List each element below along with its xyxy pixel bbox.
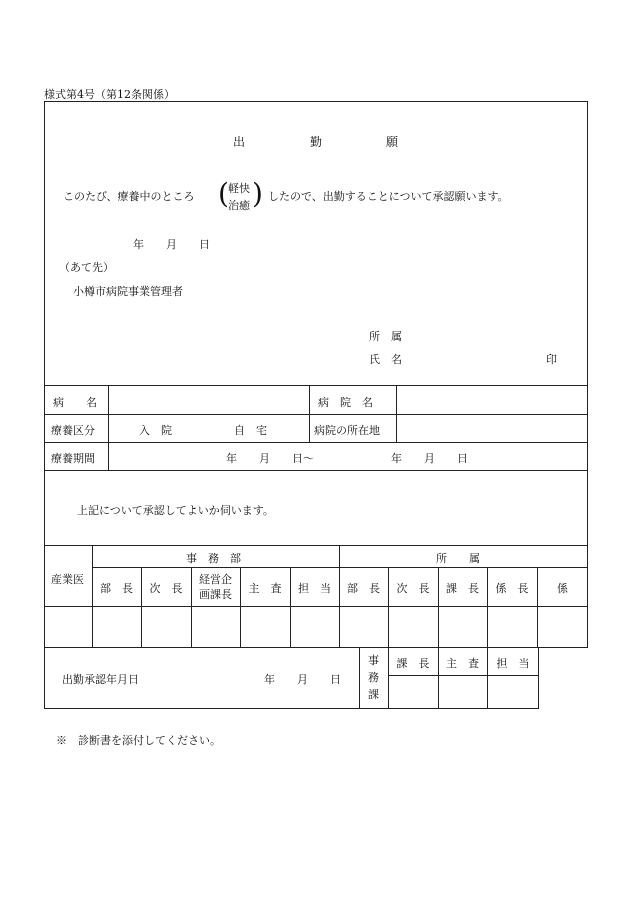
choice-recovered: 軽快 <box>228 182 250 195</box>
request-prefix: このたび、療養中のところ <box>63 190 195 203</box>
office-col-chief-examiner: 主 査 <box>248 582 282 595</box>
aff-col-deputy: 次 長 <box>396 582 430 595</box>
addressee-label: （あて先） <box>59 261 114 274</box>
office-dept-label: 事 務 部 <box>186 552 241 565</box>
office-col-deputy: 次 長 <box>149 582 183 595</box>
aff-col-director: 部 長 <box>347 582 380 595</box>
form-id: 様式第4号（第12条関係） <box>44 88 175 101</box>
period-label: 療養期間 <box>51 452 95 465</box>
note: ※ 診断書を添付してください。 <box>56 734 221 747</box>
approval-date-label: 出勤承認年月日 <box>62 673 139 686</box>
application-date: 年 月 日 <box>133 238 210 251</box>
office-section-label: 事 務 課 <box>368 654 379 701</box>
name-label: 氏 名 <box>369 353 402 366</box>
brace-left: ( <box>218 177 229 210</box>
aff-col-clerk: 係 <box>557 582 568 595</box>
aff-col-unit-chief: 係 長 <box>495 582 529 595</box>
request-suffix: したので、出勤することについて承認願います。 <box>268 190 509 203</box>
hospital-name-label: 病 院 名 <box>318 396 373 409</box>
category-inpatient: 入 院 <box>139 424 172 437</box>
category-label: 療養区分 <box>51 424 95 437</box>
office-col-staff: 担 当 <box>298 582 331 595</box>
category-home: 自 宅 <box>234 424 267 437</box>
choice-healed: 治癒 <box>228 199 250 212</box>
office-col-director: 部 長 <box>100 582 133 595</box>
hospital-address-label: 病院の所在地 <box>314 424 380 437</box>
form-frame <box>44 101 588 648</box>
brace-right: ) <box>252 177 263 210</box>
bottom-col-section-chief: 課 長 <box>396 657 430 670</box>
aff-col-section-chief: 課 長 <box>446 582 479 595</box>
occupational-doctor-label: 産業医 <box>51 573 84 586</box>
title-char-3: 願 <box>386 135 399 149</box>
office-col-planning-chief: 経営企 画課長 <box>199 573 232 601</box>
period-from: 年 月 日〜 <box>226 452 314 465</box>
bottom-col-staff: 担 当 <box>496 657 530 670</box>
bottom-col-chief-examiner: 主 査 <box>446 657 479 670</box>
illness-label: 病 名 <box>53 396 97 409</box>
affiliation-label: 所 属 <box>369 330 402 343</box>
addressee: 小樽市病院事業管理者 <box>73 285 183 298</box>
approval-date: 年 月 日 <box>264 673 341 686</box>
affiliation-header: 所 属 <box>436 552 480 565</box>
period-to: 年 月 日 <box>391 452 468 465</box>
seal-mark: 印 <box>546 353 557 366</box>
confirm-text: 上記について承認してよいか伺います。 <box>77 504 274 517</box>
title-char-1: 出 <box>233 135 246 149</box>
title-char-2: 勤 <box>310 135 323 149</box>
